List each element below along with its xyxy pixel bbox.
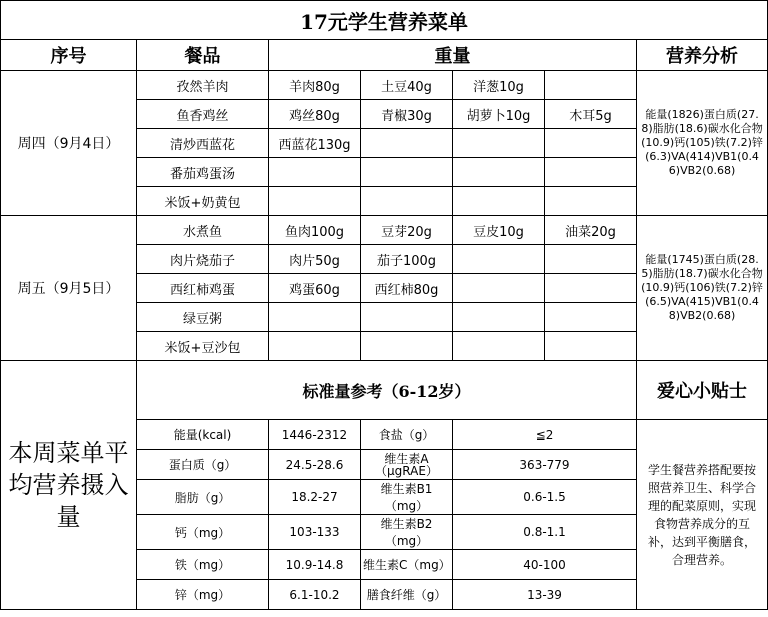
ingredient-cell [361, 303, 453, 332]
standard-label: 维生素C（mg） [361, 550, 453, 580]
dish-name: 清炒西蓝花 [137, 129, 269, 158]
ingredient-cell: 洋葱10g [453, 71, 545, 100]
ingredient-cell [361, 158, 453, 187]
standard-label: 食盐（g） [361, 420, 453, 450]
standard-value: 24.5-28.6 [269, 450, 361, 480]
ingredient-cell: 鸡丝80g [269, 100, 361, 129]
table-row [1, 71, 768, 100]
standard-label: 铁（mg） [137, 550, 269, 580]
dish-name: 西红柿鸡蛋 [137, 274, 269, 303]
ingredient-cell: 青椒30g [361, 100, 453, 129]
standard-value: 1446-2312 [269, 420, 361, 450]
dish-name: 米饭+豆沙包 [137, 332, 269, 361]
standard-value: 18.2-27 [269, 480, 361, 515]
ingredient-cell [453, 303, 545, 332]
table-row [1, 216, 768, 245]
standard-value: 103-133 [269, 515, 361, 550]
ingredient-cell: 西蓝花130g [269, 129, 361, 158]
standard-value: 0.6-1.5 [453, 480, 637, 515]
ingredient-cell [453, 245, 545, 274]
ingredient-cell: 豆芽20g [361, 216, 453, 245]
ingredient-cell [361, 129, 453, 158]
dish-name: 水煮鱼 [137, 216, 269, 245]
ingredient-cell: 羊肉80g [269, 71, 361, 100]
header-dish: 餐品 [137, 40, 269, 71]
ingredient-cell [545, 274, 637, 303]
standard-label: 锌（mg） [137, 580, 269, 610]
standard-value: 10.9-14.8 [269, 550, 361, 580]
day-label: 周四（9月4日） [1, 71, 137, 216]
standard-value: 6.1-10.2 [269, 580, 361, 610]
nutrition-analysis: 能量(1826)蛋白质(27.8)脂肪(18.6)碳水化合物(10.9)钙(105)铁(7.2)锌(6.3)VA(414)VB1(0.46)VB2(0.68) [637, 71, 768, 216]
ingredient-cell [361, 187, 453, 216]
ingredient-cell: 茄子100g [361, 245, 453, 274]
header-analysis: 营养分析 [637, 40, 768, 71]
standard-label: 维生素A（μgRAE） [361, 450, 453, 480]
ingredient-cell [269, 303, 361, 332]
standard-label: 钙（mg） [137, 515, 269, 550]
ingredient-cell: 鸡蛋60g [269, 274, 361, 303]
standard-title: 标准量参考（6-12岁） [137, 361, 637, 420]
table-row [1, 361, 768, 420]
standard-label: 蛋白质（g） [137, 450, 269, 480]
page-title: 17元学生营养菜单 [1, 1, 768, 40]
ingredient-cell [453, 274, 545, 303]
ingredient-cell: 油菜20g [545, 216, 637, 245]
dish-name: 米饭+奶黄包 [137, 187, 269, 216]
ingredient-cell [361, 332, 453, 361]
ingredient-cell [545, 129, 637, 158]
header-weight: 重量 [269, 40, 637, 71]
ingredient-cell [453, 332, 545, 361]
ingredient-cell [453, 187, 545, 216]
standard-label: 维生素B1（mg） [361, 480, 453, 515]
standard-label: 能量(kcal) [137, 420, 269, 450]
ingredient-cell: 西红柿80g [361, 274, 453, 303]
ingredient-cell [545, 158, 637, 187]
ingredient-cell [269, 187, 361, 216]
ingredient-cell: 鱼肉100g [269, 216, 361, 245]
ingredient-cell [545, 303, 637, 332]
standard-value: 40-100 [453, 550, 637, 580]
standard-label: 膳食纤维（g） [361, 580, 453, 610]
standard-label: 维生素B2（mg） [361, 515, 453, 550]
standard-value: 363-779 [453, 450, 637, 480]
standard-value: 13-39 [453, 580, 637, 610]
nutrition-analysis: 能量(1745)蛋白质(28.5)脂肪(18.7)碳水化合物(10.9)钙(106)铁(7.2)锌(6.5)VA(415)VB1(0.48)VB2(0.68) [637, 216, 768, 361]
day-label: 周五（9月5日） [1, 216, 137, 361]
standard-value: ≦2 [453, 420, 637, 450]
header-seq: 序号 [1, 40, 137, 71]
standard-value: 0.8-1.1 [453, 515, 637, 550]
ingredient-cell [269, 158, 361, 187]
ingredient-cell [453, 158, 545, 187]
ingredient-cell [545, 245, 637, 274]
dish-name: 番茄鸡蛋汤 [137, 158, 269, 187]
dish-name: 孜然羊肉 [137, 71, 269, 100]
ingredient-cell [545, 187, 637, 216]
tips-text: 学生餐营养搭配要按照营养卫生、科学合理的配菜原则，实现食物营养成分的互补，达到平衡膳食，合理营养。 [637, 420, 768, 610]
dish-name: 绿豆粥 [137, 303, 269, 332]
standard-label: 脂肪（g） [137, 480, 269, 515]
ingredient-cell [269, 332, 361, 361]
ingredient-cell: 豆皮10g [453, 216, 545, 245]
ingredient-cell: 肉片50g [269, 245, 361, 274]
ingredient-cell [545, 71, 637, 100]
ingredient-cell: 土豆40g [361, 71, 453, 100]
dish-name: 鱼香鸡丝 [137, 100, 269, 129]
ingredient-cell [453, 129, 545, 158]
ingredient-cell [545, 332, 637, 361]
tips-title: 爱心小贴士 [637, 361, 768, 420]
ingredient-cell: 胡萝卜10g [453, 100, 545, 129]
dish-name: 肉片烧茄子 [137, 245, 269, 274]
weekly-average-label: 本周菜单平均营养摄入量 [1, 361, 137, 610]
ingredient-cell: 木耳5g [545, 100, 637, 129]
